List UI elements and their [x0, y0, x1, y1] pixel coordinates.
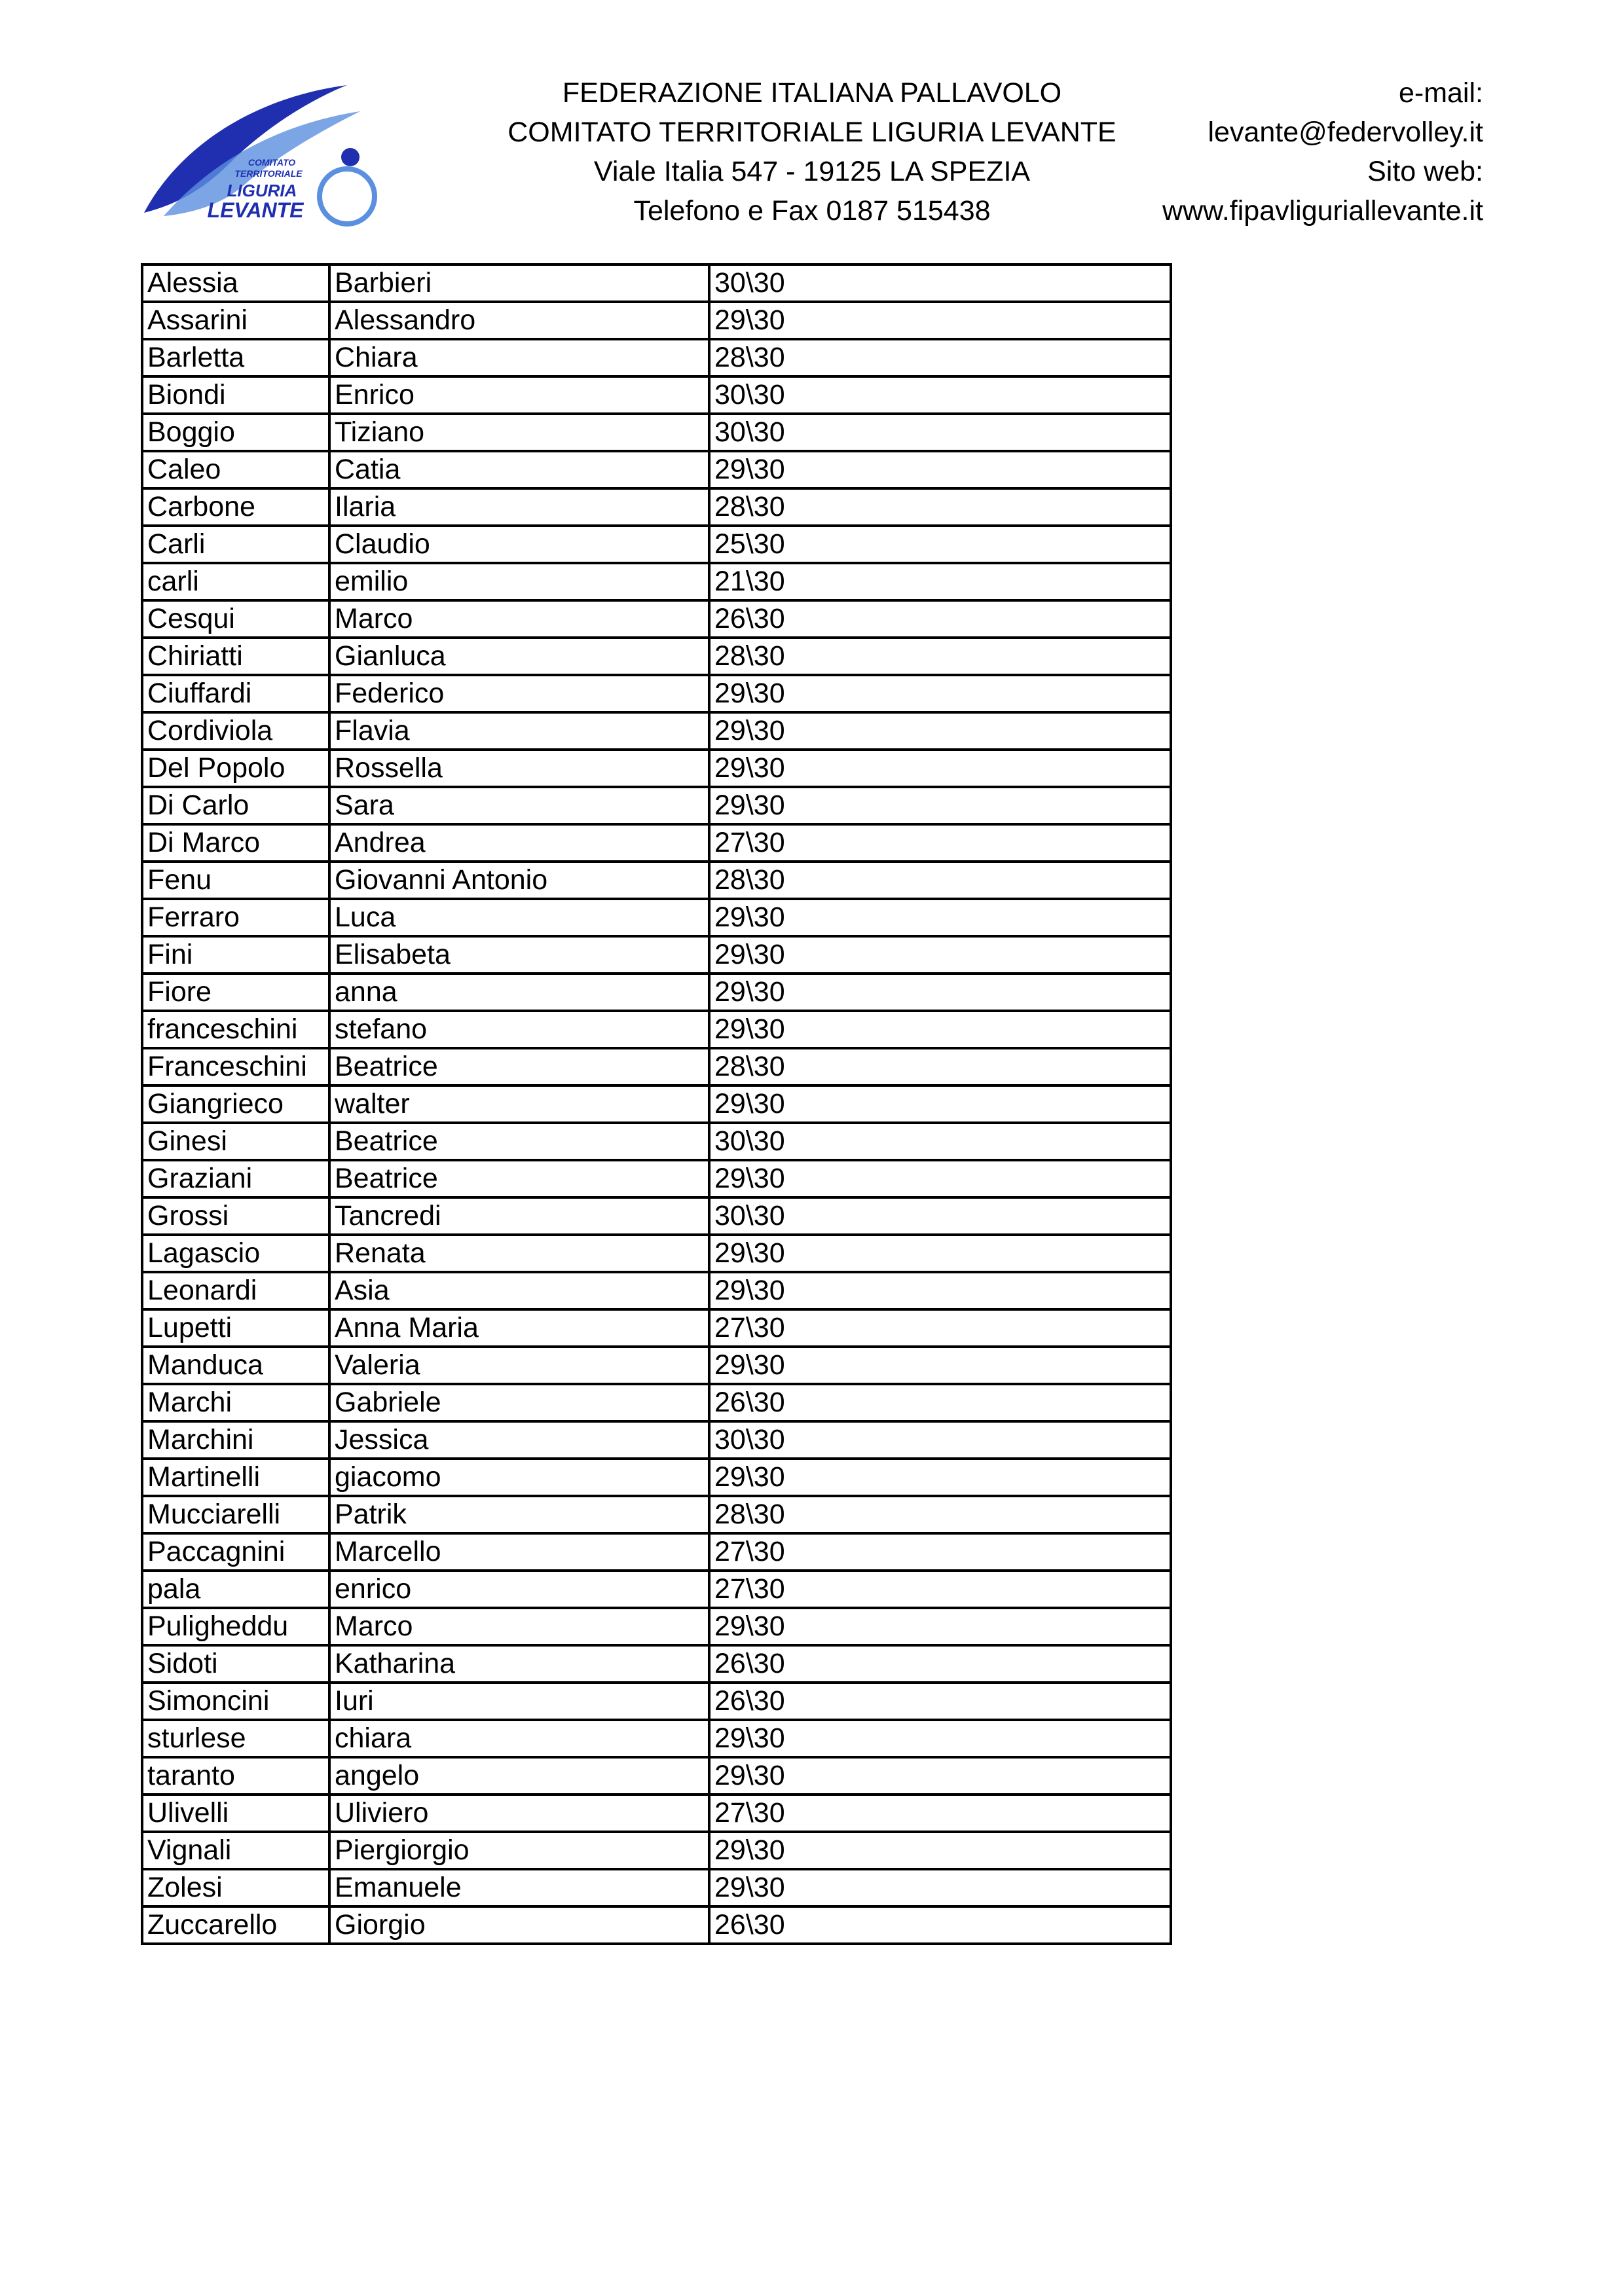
first-name-cell: Asia	[329, 1272, 709, 1309]
table-row	[142, 1011, 1171, 1048]
surname-cell: Di Carlo	[142, 787, 329, 824]
surname-cell: Caleo	[142, 451, 329, 488]
table-row	[142, 1048, 1171, 1085]
surname-cell: sturlese	[142, 1720, 329, 1757]
first-name-cell: emilio	[329, 563, 709, 600]
contact-header	[1025, 73, 1483, 230]
score-cell: 30\30	[709, 264, 1171, 302]
table-row	[142, 302, 1171, 339]
first-name-cell: Gabriele	[329, 1384, 709, 1421]
table-row	[142, 1571, 1171, 1608]
first-name-cell: Anna Maria	[329, 1309, 709, 1347]
table-row	[142, 1309, 1171, 1347]
score-cell: 27\30	[709, 1533, 1171, 1571]
logo-text-line4: LEVANTE	[207, 198, 304, 222]
score-cell: 29\30	[709, 1235, 1171, 1272]
logo-graphic	[138, 72, 393, 236]
surname-cell: Carli	[142, 526, 329, 563]
surname-cell: Paccagnini	[142, 1533, 329, 1571]
surname-cell: Graziani	[142, 1160, 329, 1197]
table-row	[142, 488, 1171, 526]
score-cell: 29\30	[709, 1160, 1171, 1197]
table-row	[142, 264, 1171, 302]
table-row	[142, 974, 1171, 1011]
score-cell: 29\30	[709, 1011, 1171, 1048]
score-cell: 27\30	[709, 1795, 1171, 1832]
table-row	[142, 1683, 1171, 1720]
surname-cell: Ferraro	[142, 899, 329, 936]
email-address[interactable]: levante@federvolley.it	[1208, 117, 1483, 148]
score-cell: 29\30	[709, 1085, 1171, 1123]
table-row	[142, 1869, 1171, 1906]
grades-table	[141, 263, 1172, 1945]
surname-cell: Manduca	[142, 1347, 329, 1384]
surname-cell: Simoncini	[142, 1683, 329, 1720]
table-row	[142, 824, 1171, 862]
score-cell: 21\30	[709, 563, 1171, 600]
score-cell: 29\30	[709, 1720, 1171, 1757]
score-cell: 27\30	[709, 1571, 1171, 1608]
first-name-cell: giacomo	[329, 1459, 709, 1496]
table-row	[142, 1795, 1171, 1832]
website-url[interactable]: www.fipavliguriallevante.it	[1162, 195, 1483, 227]
logo-text-line1: COMITATO	[248, 157, 296, 168]
first-name-cell: Ilaria	[329, 488, 709, 526]
org-address: Viale Italia 547 - 19125 LA SPEZIA	[593, 156, 1031, 187]
table-row	[142, 1347, 1171, 1384]
first-name-cell: Uliviero	[329, 1795, 709, 1832]
table-row	[142, 1832, 1171, 1869]
table-row	[142, 1421, 1171, 1459]
table-row	[142, 339, 1171, 376]
table-row	[142, 750, 1171, 787]
surname-cell: Di Marco	[142, 824, 329, 862]
surname-cell: Puligheddu	[142, 1608, 329, 1645]
org-phone: Telefono e Fax 0187 515438	[633, 195, 991, 227]
email-label: e-mail:	[1398, 77, 1483, 109]
score-cell: 26\30	[709, 1683, 1171, 1720]
first-name-cell: chiara	[329, 1720, 709, 1757]
first-name-cell: stefano	[329, 1011, 709, 1048]
score-cell: 29\30	[709, 1832, 1171, 1869]
surname-cell: taranto	[142, 1757, 329, 1795]
first-name-cell: Valeria	[329, 1347, 709, 1384]
score-cell: 26\30	[709, 600, 1171, 638]
surname-cell: Assarini	[142, 302, 329, 339]
first-name-cell: Beatrice	[329, 1160, 709, 1197]
surname-cell: Carbone	[142, 488, 329, 526]
score-cell: 28\30	[709, 339, 1171, 376]
score-cell: 28\30	[709, 1496, 1171, 1533]
first-name-cell: Elisabeta	[329, 936, 709, 974]
logo-volleyball-ring	[320, 169, 375, 224]
first-name-cell: Marcello	[329, 1533, 709, 1571]
first-name-cell: Piergiorgio	[329, 1832, 709, 1869]
score-cell: 28\30	[709, 862, 1171, 899]
surname-cell: Fiore	[142, 974, 329, 1011]
surname-cell: Boggio	[142, 414, 329, 451]
committee-name: COMITATO TERRITORIALE LIGURIA LEVANTE	[507, 117, 1116, 148]
score-cell: 29\30	[709, 1869, 1171, 1906]
score-cell: 29\30	[709, 1757, 1171, 1795]
surname-cell: Lagascio	[142, 1235, 329, 1272]
table-row	[142, 376, 1171, 414]
score-cell: 29\30	[709, 1272, 1171, 1309]
score-cell: 28\30	[709, 638, 1171, 675]
surname-cell: Zolesi	[142, 1869, 329, 1906]
surname-cell: Chiriatti	[142, 638, 329, 675]
table-row	[142, 899, 1171, 936]
score-cell: 29\30	[709, 451, 1171, 488]
first-name-cell: anna	[329, 974, 709, 1011]
table-row	[142, 712, 1171, 750]
surname-cell: Cesqui	[142, 600, 329, 638]
surname-cell: Fini	[142, 936, 329, 974]
first-name-cell: Claudio	[329, 526, 709, 563]
table-row	[142, 563, 1171, 600]
table-row	[142, 451, 1171, 488]
surname-cell: Marchini	[142, 1421, 329, 1459]
first-name-cell: Enrico	[329, 376, 709, 414]
table-row	[142, 414, 1171, 451]
first-name-cell: Rossella	[329, 750, 709, 787]
table-row	[142, 1757, 1171, 1795]
first-name-cell: Luca	[329, 899, 709, 936]
score-cell: 30\30	[709, 1123, 1171, 1160]
score-cell: 29\30	[709, 675, 1171, 712]
first-name-cell: Iuri	[329, 1683, 709, 1720]
score-cell: 29\30	[709, 1459, 1171, 1496]
table-row	[142, 1123, 1171, 1160]
logo-text-line3: LIGURIA	[227, 181, 297, 200]
surname-cell: pala	[142, 1571, 329, 1608]
score-cell: 26\30	[709, 1645, 1171, 1683]
table-row	[142, 1384, 1171, 1421]
surname-cell: Cordiviola	[142, 712, 329, 750]
surname-cell: Leonardi	[142, 1272, 329, 1309]
first-name-cell: Andrea	[329, 824, 709, 862]
first-name-cell: Katharina	[329, 1645, 709, 1683]
surname-cell: Martinelli	[142, 1459, 329, 1496]
table-row	[142, 862, 1171, 899]
first-name-cell: walter	[329, 1085, 709, 1123]
first-name-cell: Gianluca	[329, 638, 709, 675]
surname-cell: Fenu	[142, 862, 329, 899]
table-row	[142, 1496, 1171, 1533]
logo-text-line2: TERRITORIALE	[234, 168, 303, 179]
first-name-cell: Tancredi	[329, 1197, 709, 1235]
score-cell: 27\30	[709, 824, 1171, 862]
score-cell: 29\30	[709, 302, 1171, 339]
table-row	[142, 936, 1171, 974]
first-name-cell: Marco	[329, 1608, 709, 1645]
logo-player-head	[341, 148, 360, 166]
surname-cell: Ulivelli	[142, 1795, 329, 1832]
first-name-cell: Beatrice	[329, 1048, 709, 1085]
first-name-cell: Flavia	[329, 712, 709, 750]
surname-cell: Zuccarello	[142, 1906, 329, 1944]
first-name-cell: Tiziano	[329, 414, 709, 451]
score-cell: 30\30	[709, 1421, 1171, 1459]
score-cell: 26\30	[709, 1906, 1171, 1944]
table-row	[142, 787, 1171, 824]
surname-cell: Mucciarelli	[142, 1496, 329, 1533]
first-name-cell: Patrik	[329, 1496, 709, 1533]
score-cell: 25\30	[709, 526, 1171, 563]
score-cell: 26\30	[709, 1384, 1171, 1421]
score-cell: 29\30	[709, 936, 1171, 974]
surname-cell: carli	[142, 563, 329, 600]
first-name-cell: Giorgio	[329, 1906, 709, 1944]
table-row	[142, 1235, 1171, 1272]
first-name-cell: Federico	[329, 675, 709, 712]
score-cell: 29\30	[709, 1608, 1171, 1645]
surname-cell: franceschini	[142, 1011, 329, 1048]
score-cell: 29\30	[709, 899, 1171, 936]
committee-logo	[138, 72, 393, 236]
surname-cell: Ginesi	[142, 1123, 329, 1160]
table-row	[142, 1085, 1171, 1123]
score-cell: 30\30	[709, 1197, 1171, 1235]
score-cell: 27\30	[709, 1309, 1171, 1347]
first-name-cell: enrico	[329, 1571, 709, 1608]
table-row	[142, 638, 1171, 675]
surname-cell: Franceschini	[142, 1048, 329, 1085]
surname-cell: Biondi	[142, 376, 329, 414]
grades-table-body	[142, 264, 1171, 1944]
first-name-cell: Barbieri	[329, 264, 709, 302]
table-row	[142, 1533, 1171, 1571]
surname-cell: Alessia	[142, 264, 329, 302]
table-row	[142, 526, 1171, 563]
surname-cell: Lupetti	[142, 1309, 329, 1347]
table-row	[142, 675, 1171, 712]
score-cell: 29\30	[709, 1347, 1171, 1384]
website-label: Sito web:	[1367, 156, 1483, 187]
surname-cell: Sidoti	[142, 1645, 329, 1683]
surname-cell: Barletta	[142, 339, 329, 376]
first-name-cell: Marco	[329, 600, 709, 638]
score-cell: 29\30	[709, 712, 1171, 750]
first-name-cell: Renata	[329, 1235, 709, 1272]
score-cell: 28\30	[709, 488, 1171, 526]
table-row	[142, 1459, 1171, 1496]
score-cell: 30\30	[709, 376, 1171, 414]
first-name-cell: Emanuele	[329, 1869, 709, 1906]
surname-cell: Del Popolo	[142, 750, 329, 787]
first-name-cell: angelo	[329, 1757, 709, 1795]
table-row	[142, 1197, 1171, 1235]
table-row	[142, 1160, 1171, 1197]
table-row	[142, 1272, 1171, 1309]
table-row	[142, 600, 1171, 638]
surname-cell: Vignali	[142, 1832, 329, 1869]
org-name: FEDERAZIONE ITALIANA PALLAVOLO	[562, 77, 1062, 109]
surname-cell: Marchi	[142, 1384, 329, 1421]
first-name-cell: Giovanni Antonio	[329, 862, 709, 899]
first-name-cell: Beatrice	[329, 1123, 709, 1160]
surname-cell: Ciuffardi	[142, 675, 329, 712]
table-row	[142, 1645, 1171, 1683]
surname-cell: Grossi	[142, 1197, 329, 1235]
first-name-cell: Sara	[329, 787, 709, 824]
table-row	[142, 1608, 1171, 1645]
first-name-cell: Alessandro	[329, 302, 709, 339]
score-cell: 29\30	[709, 974, 1171, 1011]
score-cell: 28\30	[709, 1048, 1171, 1085]
score-cell: 29\30	[709, 787, 1171, 824]
first-name-cell: Catia	[329, 451, 709, 488]
first-name-cell: Chiara	[329, 339, 709, 376]
score-cell: 29\30	[709, 750, 1171, 787]
table-row	[142, 1906, 1171, 1944]
first-name-cell: Jessica	[329, 1421, 709, 1459]
score-cell: 30\30	[709, 414, 1171, 451]
surname-cell: Giangrieco	[142, 1085, 329, 1123]
table-row	[142, 1720, 1171, 1757]
